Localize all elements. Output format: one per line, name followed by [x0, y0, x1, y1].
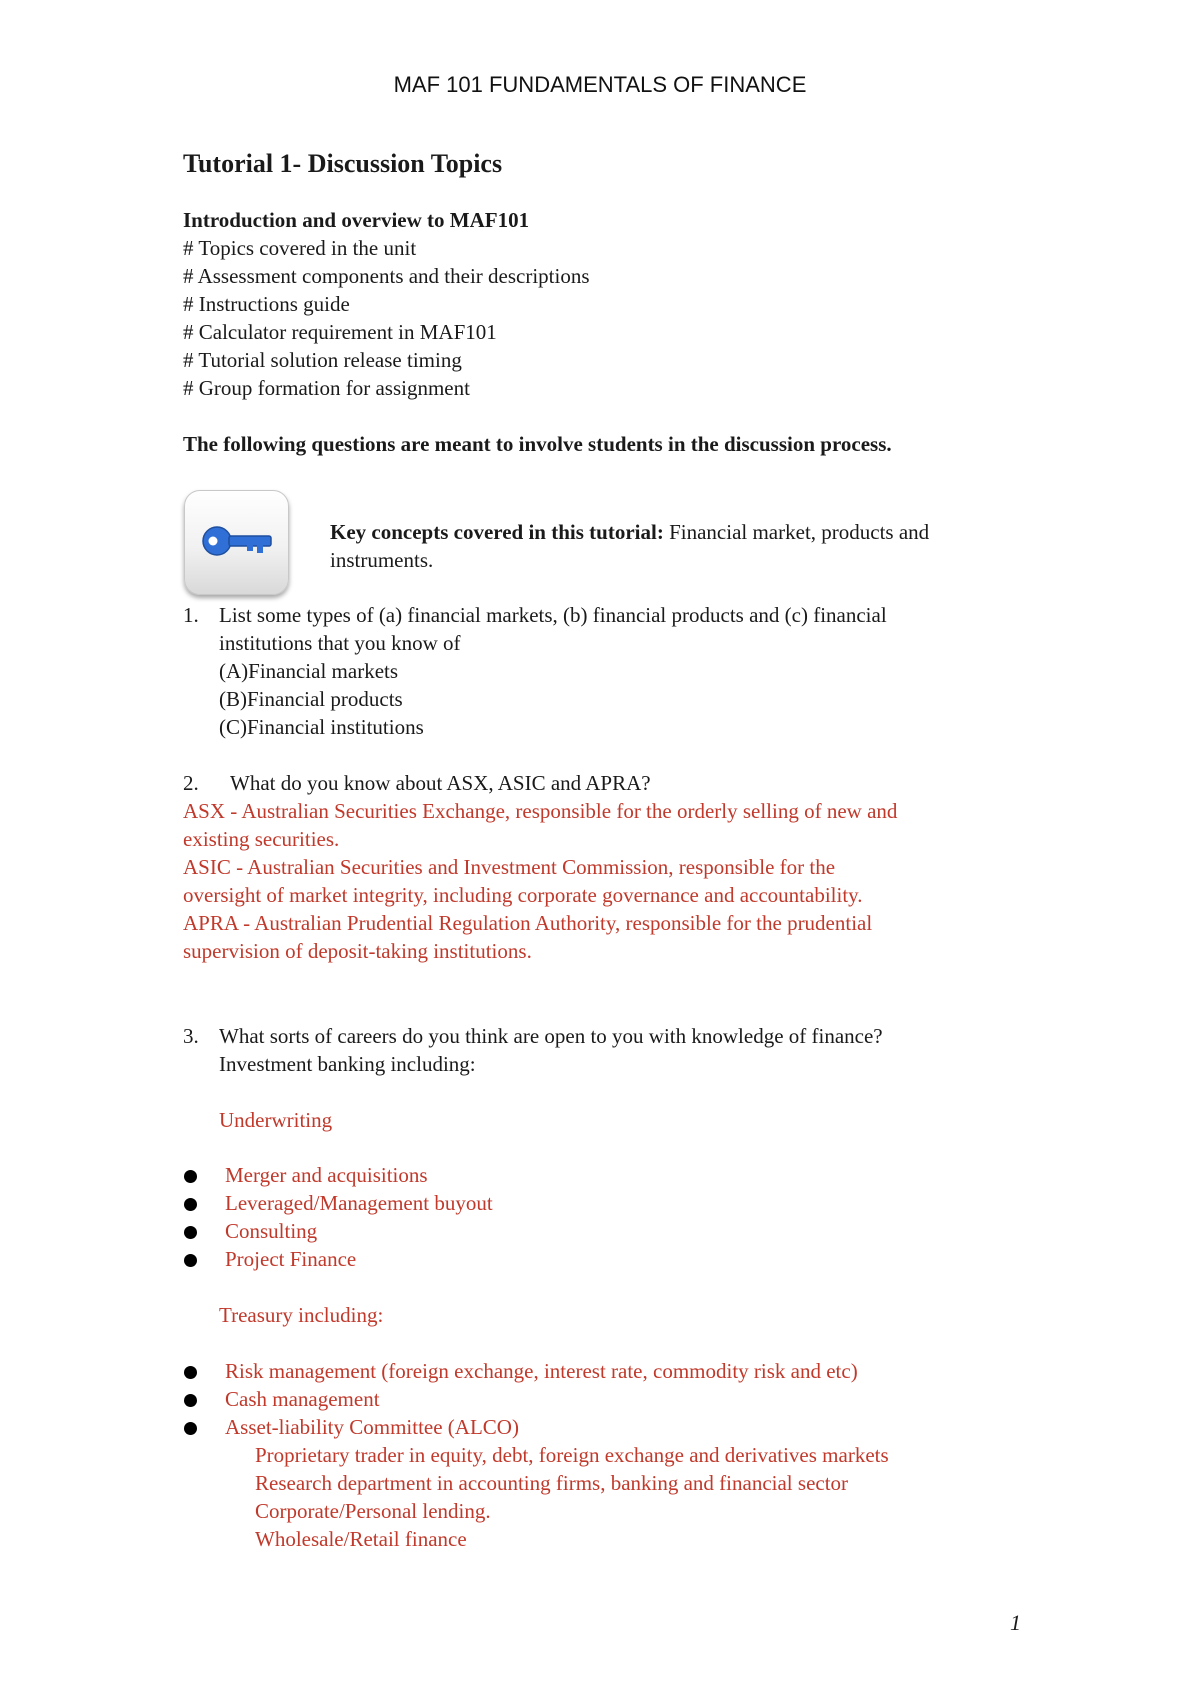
intro-item: # Group formation for assignment: [183, 376, 470, 400]
key-concepts-label: Key concepts covered in this tutorial:: [330, 520, 664, 544]
question-2-text: What do you know about ASX, ASIC and APRA?: [230, 771, 651, 795]
question-1-text: List some types of (a) financial markets, (b) financial products and (c) financial: [219, 603, 887, 627]
question-number: 3.: [183, 1024, 199, 1048]
bullet-icon: [184, 1394, 197, 1407]
bullet-icon: [184, 1198, 197, 1211]
treasury-label: Treasury including:: [219, 1303, 384, 1327]
question-1-part: (B)Financial products: [219, 687, 403, 711]
key-concepts-badge: [184, 490, 289, 595]
bullet-item: Project Finance: [225, 1247, 357, 1271]
underwriting-label: Underwriting: [219, 1108, 333, 1132]
answer-line: existing securities.: [183, 827, 340, 851]
career-item: Corporate/Personal lending.: [255, 1499, 491, 1523]
answer-line: ASIC - Australian Securities and Investment Commission, responsible for the: [183, 855, 836, 879]
question-number: 1.: [183, 603, 199, 627]
questions-intro: The following questions are meant to involve students in the discussion process.: [183, 432, 892, 456]
bullet-icon: [184, 1422, 197, 1435]
bullet-item: Cash management: [225, 1387, 380, 1411]
key-icon: [185, 491, 288, 594]
career-item: Proprietary trader in equity, debt, foreign exchange and derivatives markets: [255, 1443, 889, 1467]
bullet-icon: [184, 1226, 197, 1239]
bullet-item: Asset-liability Committee (ALCO): [225, 1415, 519, 1439]
bullet-icon: [184, 1366, 197, 1379]
question-number: 2.: [183, 771, 199, 795]
career-item: Research department in accounting firms, banking and financial sector: [255, 1471, 849, 1495]
page-number: 1: [1010, 1610, 1021, 1635]
intro-item: # Topics covered in the unit: [183, 236, 417, 260]
key-concepts-text: Financial market, products and: [663, 520, 930, 544]
key-concepts-text-cont: instruments.: [330, 548, 434, 572]
intro-item: # Instructions guide: [183, 292, 350, 316]
bullet-icon: [184, 1170, 197, 1183]
intro-item: # Calculator requirement in MAF101: [183, 320, 497, 344]
document-header: MAF 101 FUNDAMENTALS OF FINANCE: [393, 72, 807, 97]
page-title: Tutorial 1- Discussion Topics: [183, 149, 503, 178]
question-1-text-cont: institutions that you know of: [219, 631, 461, 655]
bullet-item: Risk management (foreign exchange, interest rate, commodity risk and etc): [225, 1359, 858, 1383]
question-3-text: What sorts of careers do you think are open to you with knowledge of finance?: [219, 1024, 883, 1048]
bullet-icon: [184, 1254, 197, 1267]
intro-heading: Introduction and overview to MAF101: [183, 208, 530, 232]
key-concepts-line: [330, 520, 929, 545]
answer-line: APRA - Australian Prudential Regulation Authority, responsible for the prudential: [183, 911, 873, 935]
answer-line: ASX - Australian Securities Exchange, responsible for the orderly selling of new and: [183, 799, 898, 823]
bullet-item: Consulting: [225, 1219, 318, 1243]
question-1-part: (A)Financial markets: [219, 659, 399, 683]
career-item: Wholesale/Retail finance: [255, 1527, 467, 1551]
intro-item: # Tutorial solution release timing: [183, 348, 462, 372]
bullet-item: Leveraged/Management buyout: [225, 1191, 493, 1215]
answer-line: oversight of market integrity, including corporate governance and accountability.: [183, 883, 863, 907]
question-3-text-cont: Investment banking including:: [219, 1052, 476, 1076]
question-1-part: (C)Financial institutions: [219, 715, 424, 739]
bullet-item: Merger and acquisitions: [225, 1163, 428, 1187]
intro-item: # Assessment components and their descriptions: [183, 264, 590, 288]
answer-line: supervision of deposit-taking institutions.: [183, 939, 532, 963]
